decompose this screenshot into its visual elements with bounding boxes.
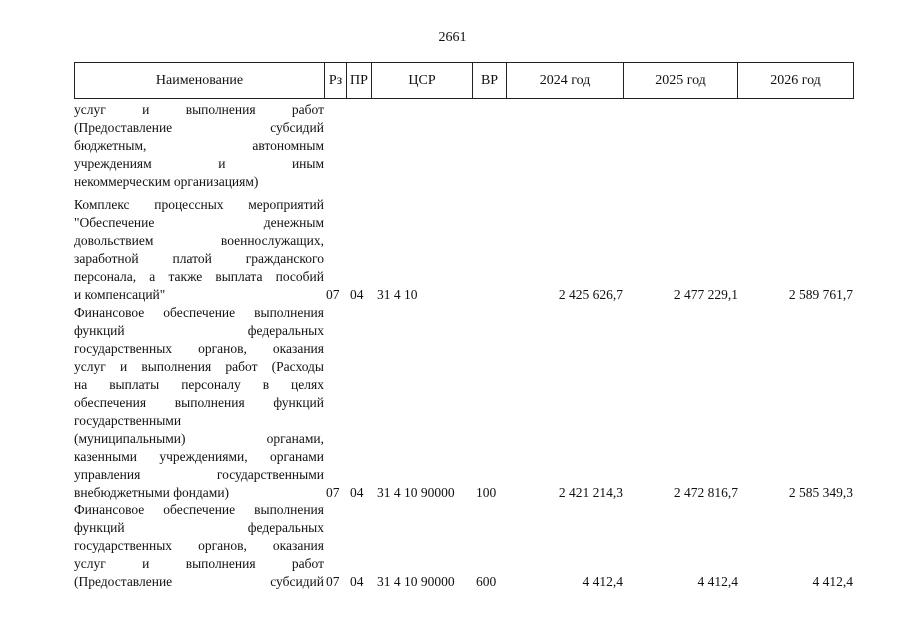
name-line: Финансовое обеспечение выполнения [74,305,324,320]
name-word: услуг [74,102,106,117]
name-word: и [142,102,150,117]
name-word: бюджетным, [74,138,147,153]
row-name [74,101,324,191]
cell-csr: 31 4 10 [377,287,418,302]
name-word: учреждениям [74,156,152,171]
name-word: и [142,556,150,571]
cell-y2024: 2 425 626,7 [558,287,623,302]
name-word: довольствием [74,233,154,248]
name-word: функций [74,323,125,338]
cell-y2025: 2 472 816,7 [673,485,738,500]
name-word: (Предоставление [74,120,173,135]
cell-y2024: 4 412,4 [582,574,623,589]
name-word: субсидий [270,574,324,589]
name-line: Комплекс процессных мероприятий [74,197,324,212]
name-line [74,430,324,448]
cell-y2024: 2 421 214,3 [558,485,623,500]
name-word: (Предоставление [74,574,173,589]
table-header [74,62,854,99]
name-line [74,155,324,173]
cell-y2026: 2 589 761,7 [788,287,853,302]
name-line [74,555,324,573]
name-line: обеспечения выполнения функций [74,395,324,410]
cell-y2026: 4 412,4 [812,574,853,589]
name-word: органами, [266,431,324,446]
name-word: платой [172,251,212,266]
header-rz: Рз [325,63,347,98]
name-word: военнослужащих, [220,233,324,248]
name-line [74,322,324,340]
cell-csr: 31 4 10 90000 [377,574,455,589]
cell-rz: 07 [326,574,340,589]
name-word: гражданского [245,251,324,266]
cell-pr: 04 [350,485,364,500]
name-line [74,376,324,394]
row-name [74,501,324,591]
name-word: государственными [216,467,324,482]
name-line: казенными учреждениями, органами [74,449,324,464]
cell-rz: 07 [326,485,340,500]
name-line [74,119,324,137]
name-word: автономным [252,138,324,153]
name-line [74,519,324,537]
name-word: иным [291,156,324,171]
name-line [74,573,324,591]
header-2024: 2024 год [507,63,624,98]
header-csr: ЦСР [372,63,473,98]
name-word: и [218,156,226,171]
name-word: "Обеспечение [74,215,155,230]
name-line [74,137,324,155]
cell-pr: 04 [350,287,364,302]
name-word: федеральных [247,520,324,535]
row-name [74,196,324,304]
name-word: заработной [74,251,139,266]
name-word: персоналу [181,377,241,392]
cell-y2026: 2 585 349,3 [788,485,853,500]
name-word: функций [74,520,125,535]
header-vr: ВР [473,63,507,98]
name-line: государственными [74,413,182,428]
name-line: услуг и выполнения работ (Расходы [74,359,324,374]
name-word: выполнения [185,102,256,117]
name-word: на [74,377,88,392]
cell-y2025: 4 412,4 [697,574,738,589]
name-line [74,232,324,250]
cell-rz: 07 [326,287,340,302]
cell-vr: 600 [476,574,497,589]
header-2026: 2026 год [770,73,821,88]
name-line [74,466,324,484]
name-word: выполнения [185,556,256,571]
name-line [74,101,324,119]
name-line: персонала, а также выплата пособий [74,269,324,284]
header-2025: 2025 год [624,63,738,98]
name-word: услуг [74,556,106,571]
name-word: выплаты [109,377,160,392]
header-pr: ПР [347,63,372,98]
name-word: в [262,377,270,392]
name-word: (муниципальными) [74,431,186,446]
name-word: федеральных [247,323,324,338]
name-word: работ [291,556,324,571]
cell-pr: 04 [350,574,364,589]
name-line: и компенсаций" [74,287,166,302]
name-line: некоммерческим организациям) [74,174,259,189]
row-name [74,304,324,502]
cell-vr: 100 [476,485,497,500]
name-line [74,214,324,232]
cell-csr: 31 4 10 90000 [377,485,455,500]
name-word: работ [291,102,324,117]
name-word: денежным [263,215,324,230]
name-word: целях [291,377,324,392]
name-line: внебюджетными фондами) [74,485,230,500]
cell-y2025: 2 477 229,1 [673,287,738,302]
name-word: управления [74,467,141,482]
page-number: 2661 [438,30,467,45]
name-line: государственных органов, оказания [74,341,324,356]
header-name: Наименование [75,63,325,98]
name-line: государственных органов, оказания [74,538,324,553]
name-word: субсидий [270,120,324,135]
name-line [74,250,324,268]
name-line: Финансовое обеспечение выполнения [74,502,324,517]
